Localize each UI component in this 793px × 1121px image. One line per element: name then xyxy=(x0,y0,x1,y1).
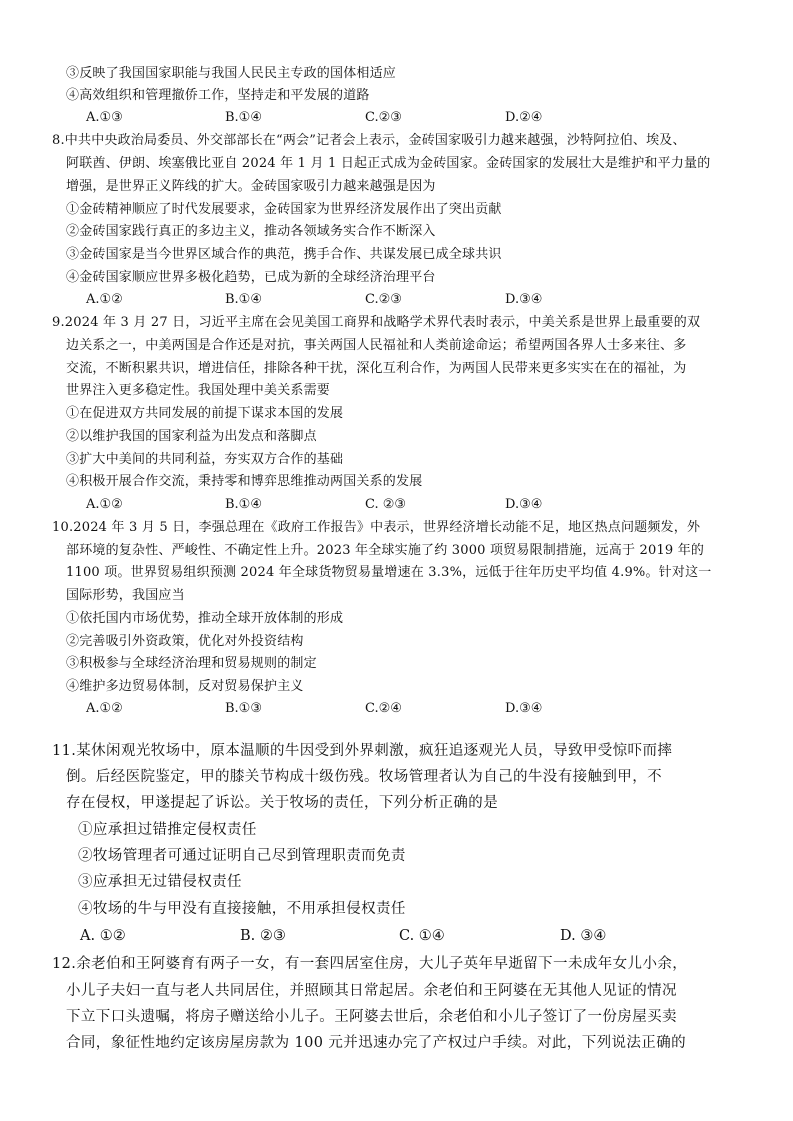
q11-choice-c: C. ①④ xyxy=(399,928,445,944)
q11-option-2: ②牧场管理者可通过证明自己尽到管理职责而免责 xyxy=(78,848,406,864)
q8-option-3: ③金砖国家是当今世界区域合作的典范，携手合作、共谋发展已成全球共识 xyxy=(66,247,502,262)
q7-choice-b: B.①④ xyxy=(225,110,262,125)
q12-stem-line-1: 12.余老伯和王阿婆育有两子一女，有一套四居室住房，大儿子英年早逝留下一未成年女儿小余， xyxy=(52,956,688,972)
q8-option-4: ④金砖国家顺应世界多极化趋势，已成为新的全球经济治理平台 xyxy=(66,270,436,285)
q9-stem-line-3: 交流，不断积累共识，增进信任，排除各种干扰，深化互利合作，为两国人民带来更多实实在在的福祉，为 xyxy=(66,361,687,376)
q9-option-4: ④积极开展合作交流，秉持零和博弈思维推动两国关系的发展 xyxy=(66,474,423,489)
q9-choice-d: D.③④ xyxy=(505,497,543,512)
q10-option-2: ②完善吸引外资政策，优化对外投资结构 xyxy=(66,634,304,649)
q11-stem-line-2: 倒。后经医院鉴定，甲的膝关节构成十级伤残。牧场管理者认为自己的牛没有接触到甲，不 xyxy=(66,769,662,785)
q8-option-1: ①金砖精神顺应了时代发展要求，金砖国家为世界经济发展作出了突出贡献 xyxy=(66,202,502,217)
q11-option-4: ④牧场的牛与甲没有直接接触，不用承担侵权责任 xyxy=(78,901,406,917)
q9-option-2: ②以维护我国的国家利益为出发点和落脚点 xyxy=(66,429,317,444)
q7-option-3: ③反映了我国国家职能与我国人民民主专政的国体相适应 xyxy=(66,66,397,81)
q12-stem-line-2: 小儿子夫妇一直与老人共同居住，并照顾其日常起居。余老伯和王阿婆在无其他人见证的情况 xyxy=(66,983,677,999)
q7-choice-a: A.①③ xyxy=(86,110,123,125)
q9-stem-line-4: 世界注入更多稳定性。我国处理中美关系需要 xyxy=(66,383,331,398)
q11-option-3: ③应承担无过错侵权责任 xyxy=(78,874,242,890)
q11-choice-b: B. ②③ xyxy=(240,928,286,944)
q10-option-3: ③积极参与全球经济治理和贸易规则的制定 xyxy=(66,656,317,671)
q10-stem-line-3: 1100 项。世界贸易组织预测 2024 年全球货物贸易量增速在 3.3%，远低于往年历史平均值 4.9%。针对这一 xyxy=(66,565,712,580)
q12-stem-line-4: 合同，象征性地约定该房屋房款为 100 元并迅速办完了产权过户手续。对此，下列说法正确的 xyxy=(66,1035,686,1051)
q8-choice-c: C.②③ xyxy=(365,292,402,307)
q11-option-1: ①应承担过错推定侵权责任 xyxy=(78,822,257,838)
q10-stem-line-4: 国际形势，我国应当 xyxy=(66,588,185,603)
q10-option-1: ①依托国内市场优势，推动全球开放体制的形成 xyxy=(66,611,344,626)
q9-choice-a: A.①② xyxy=(86,497,123,512)
q10-choice-c: C.②④ xyxy=(365,701,402,716)
q9-choice-b: B.①④ xyxy=(225,497,262,512)
q8-choice-d: D.③④ xyxy=(505,292,543,307)
q9-option-3: ③扩大中美间的共同利益，夯实双方合作的基础 xyxy=(66,452,344,467)
q10-stem-line-1: 10.2024 年 3 月 5 日，李强总理在《政府工作报告》中表示，世界经济增长动能不足，地区热点问题频发，外 xyxy=(52,520,701,535)
q8-stem-line-2: 阿联酋、伊朗、埃塞俄比亚自 2024 年 1 月 1 日起正式成为金砖国家。金砖国家的发展壮大是维护和平力量的 xyxy=(66,156,711,171)
q10-choice-d: D.③④ xyxy=(505,701,543,716)
q10-option-4: ④维护多边贸易体制，反对贸易保护主义 xyxy=(66,679,304,694)
q11-choice-a: A. ①② xyxy=(80,928,126,944)
q12-stem-line-3: 下立下口头遗嘱，将房子赠送给小儿子。王阿婆去世后，余老伯和小儿子签订了一份房屋买卖 xyxy=(66,1009,677,1025)
q8-choice-a: A.①② xyxy=(86,292,123,307)
q11-stem-line-1: 11.某休闲观光牧场中，原本温顺的牛因受到外界刺激，疯狂追逐观光人员，导致甲受惊吓而摔 xyxy=(52,743,673,759)
q7-choice-d: D.②④ xyxy=(505,110,543,125)
q10-stem-line-2: 部环境的复杂性、严峻性、不确定性上升。2023 年全球实施了约 3000 项贸易限制措施，远高于 2019 年的 xyxy=(66,543,705,558)
q10-choice-b: B.①③ xyxy=(225,701,262,716)
q9-choice-c: C. ②③ xyxy=(365,497,407,512)
q9-stem-line-1: 9.2024 年 3 月 27 日，习近平主席在会见美国工商界和战略学术界代表时表示，中美关系是世界上最重要的双 xyxy=(52,315,701,330)
q10-choice-a: A.①② xyxy=(86,701,123,716)
q8-stem-line-1: 8.中共中央政治局委员、外交部部长在“两会”记者会上表示，金砖国家吸引力越来越强，沙特阿拉伯、埃及、 xyxy=(52,133,686,148)
q11-stem-line-3: 存在侵权，甲遂提起了诉讼。关于牧场的责任，下列分析正确的是 xyxy=(66,795,499,811)
q8-stem-line-3: 增强，是世界正义阵线的扩大。金砖国家吸引力越来越强是因为 xyxy=(66,179,436,194)
q7-option-4: ④高效组织和管理撤侨工作，坚持走和平发展的道路 xyxy=(66,88,370,103)
q9-option-1: ①在促进双方共同发展的前提下谋求本国的发展 xyxy=(66,406,344,421)
q8-choice-b: B.①④ xyxy=(225,292,262,307)
q7-choice-c: C.②③ xyxy=(365,110,402,125)
q8-option-2: ②金砖国家践行真正的多边主义，推动各领域务实合作不断深入 xyxy=(66,224,436,239)
q9-stem-line-2: 边关系之一，中美两国是合作还是对抗，事关两国人民福祉和人类前途命运；希望两国各界人士多来往、多 xyxy=(66,338,687,353)
q11-choice-d: D. ③④ xyxy=(560,928,607,944)
